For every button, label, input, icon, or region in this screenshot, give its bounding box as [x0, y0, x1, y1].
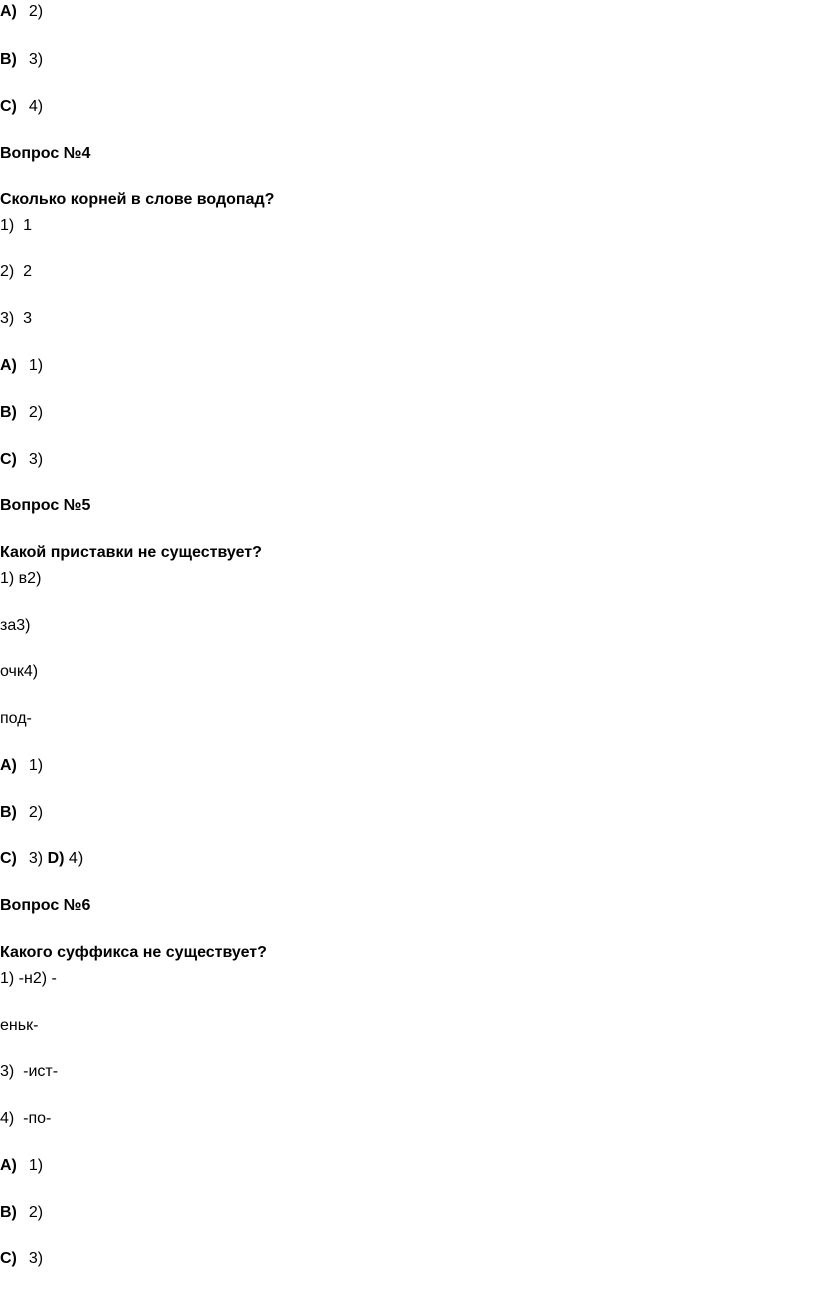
answer-b-value: 3) — [28, 51, 44, 68]
answer-c-label: C) — [0, 850, 17, 867]
question-4-option-3: 3) 3 — [0, 310, 33, 327]
question-5-answer-b — [0, 803, 43, 823]
question-6-answer-a — [0, 1156, 43, 1176]
question-5-line-3: очк4) — [0, 663, 39, 680]
question-5-answer-a — [0, 756, 43, 776]
answer-d-label: D) — [47, 850, 65, 867]
answer-a-value: 2) — [28, 3, 44, 20]
question-6-line-2: еньк- — [0, 1017, 39, 1034]
question-6-line-3: 3) -ист- — [0, 1063, 59, 1080]
answer-a-label: A) — [0, 757, 17, 774]
answer-a-label: A) — [0, 1157, 17, 1174]
answer-a-value: 1) — [28, 357, 44, 374]
question-5-line-1: 1) в2) — [0, 570, 42, 587]
answer-b-label: B) — [0, 404, 17, 421]
question-5-line-4: под- — [0, 710, 32, 727]
question-4-option-2: 2) 2 — [0, 263, 33, 280]
answer-c-label: C) — [0, 98, 17, 115]
answer-a-label: A) — [0, 357, 17, 374]
question-4-text: Сколько корней в слове водопад? — [0, 191, 275, 208]
answer-a-value: 1) — [28, 1157, 44, 1174]
answer-b-value: 2) — [28, 404, 44, 421]
question-6-header: Вопрос №6 — [0, 897, 91, 914]
question-6-text: Какого суффикса не существует? — [0, 944, 267, 961]
answer-a-value: 1) — [28, 757, 44, 774]
answer-c — [0, 97, 43, 117]
question-5-line-2: за3) — [0, 617, 31, 634]
question-4-answer-b — [0, 403, 43, 423]
answer-a-label: A) — [0, 3, 17, 20]
question-6-line-4: 4) -по- — [0, 1110, 52, 1127]
answer-b-label: B) — [0, 51, 17, 68]
answer-c-value: 3) — [28, 850, 44, 867]
answer-b — [0, 50, 43, 70]
answer-b-label: B) — [0, 804, 17, 821]
question-4-option-1: 1) 1 — [0, 217, 33, 234]
answer-a — [0, 2, 43, 22]
question-5-text: Какой приставки не существует? — [0, 544, 262, 561]
answer-c-label: C) — [0, 1250, 17, 1267]
question-5-answer-cd — [0, 849, 83, 869]
answer-b-value: 2) — [28, 804, 44, 821]
answer-c-value: 3) — [28, 1250, 44, 1267]
question-5-header: Вопрос №5 — [0, 497, 91, 514]
answer-c-value: 3) — [28, 451, 44, 468]
answer-d-value: 4) — [68, 850, 84, 867]
question-4-answer-c — [0, 450, 43, 470]
answer-b-value: 2) — [28, 1204, 44, 1221]
answer-b-label: B) — [0, 1204, 17, 1221]
answer-c-value: 4) — [28, 98, 44, 115]
question-6-answer-c — [0, 1249, 43, 1269]
question-6-line-1: 1) -н2) - — [0, 970, 57, 987]
question-4-header: Вопрос №4 — [0, 145, 91, 162]
question-4-answer-a — [0, 356, 43, 376]
question-6-answer-b — [0, 1203, 43, 1223]
answer-c-label: C) — [0, 451, 17, 468]
